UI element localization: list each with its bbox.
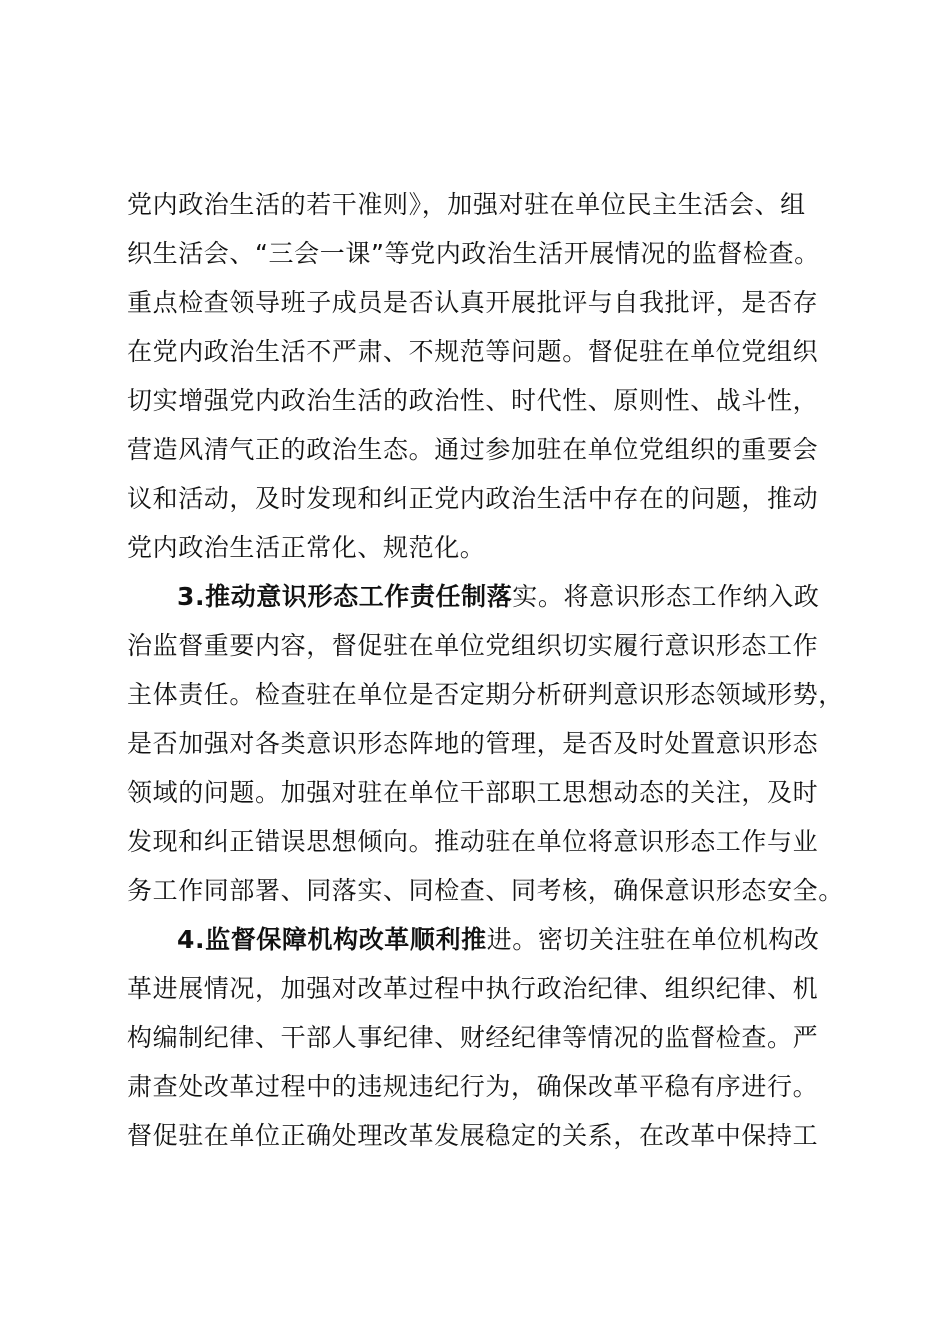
text-line: 领域的问题。加强对驻在单位干部职工思想动态的关注，及时 bbox=[127, 778, 819, 807]
text-line: 重点检查领导班子成员是否认真开展批评与自我批评，是否存 bbox=[127, 288, 819, 317]
text-line: 督促驻在单位正确处理改革发展稳定的关系，在改革中保持工 bbox=[127, 1121, 819, 1150]
text-line: 织生活会、“三会一课”等党内政治生活开展情况的监督检查。 bbox=[127, 239, 820, 268]
text-line: 主体责任。检查驻在单位是否定期分析研判意识形态领域形势， bbox=[127, 680, 844, 709]
text-line: 构编制纪律、干部人事纪律、财经纪律等情况的监督检查。严 bbox=[127, 1023, 819, 1052]
section-heading: 3.推动意识形态工作责任制落 bbox=[177, 582, 513, 611]
text-line: 党内政治生活正常化、规范化。 bbox=[127, 533, 486, 562]
text-line: 务工作同部署、同落实、同检查、同考核，确保意识形态安全。 bbox=[127, 876, 844, 905]
text-line: 肃查处改革过程中的违规违纪行为，确保改革平稳有序进行。 bbox=[127, 1072, 819, 1101]
document-body bbox=[127, 180, 861, 1160]
text-line: 治监督重要内容，督促驻在单位党组织切实履行意识形态工作 bbox=[127, 631, 819, 660]
text-line: 在党内政治生活不严肃、不规范等问题。督促驻在单位党组织 bbox=[127, 337, 819, 366]
text-span: 实。将意识形态工作纳入政 bbox=[512, 582, 820, 611]
text-span: 进。密切关注驻在单位机构改 bbox=[486, 925, 820, 954]
text-line: 议和活动，及时发现和纠正党内政治生活中存在的问题，推动 bbox=[127, 484, 819, 513]
text-line: 营造风清气正的政治生态。通过参加驻在单位党组织的重要会 bbox=[127, 435, 819, 464]
paragraph-first-line bbox=[127, 572, 861, 621]
paragraph-first-line bbox=[127, 915, 861, 964]
section-heading: 4.监督保障机构改革顺利推 bbox=[177, 925, 487, 954]
text-line: 切实增强党内政治生活的政治性、时代性、原则性、战斗性， bbox=[127, 386, 819, 415]
text-line: 发现和纠正错误思想倾向。推动驻在单位将意识形态工作与业 bbox=[127, 827, 819, 856]
text-line: 是否加强对各类意识形态阵地的管理，是否及时处置意识形态 bbox=[127, 729, 819, 758]
text-line: 革进展情况，加强对改革过程中执行政治纪律、组织纪律、机 bbox=[127, 974, 819, 1003]
text-line: 党内政治生活的若干准则》，加强对驻在单位民主生活会、组 bbox=[127, 190, 806, 219]
